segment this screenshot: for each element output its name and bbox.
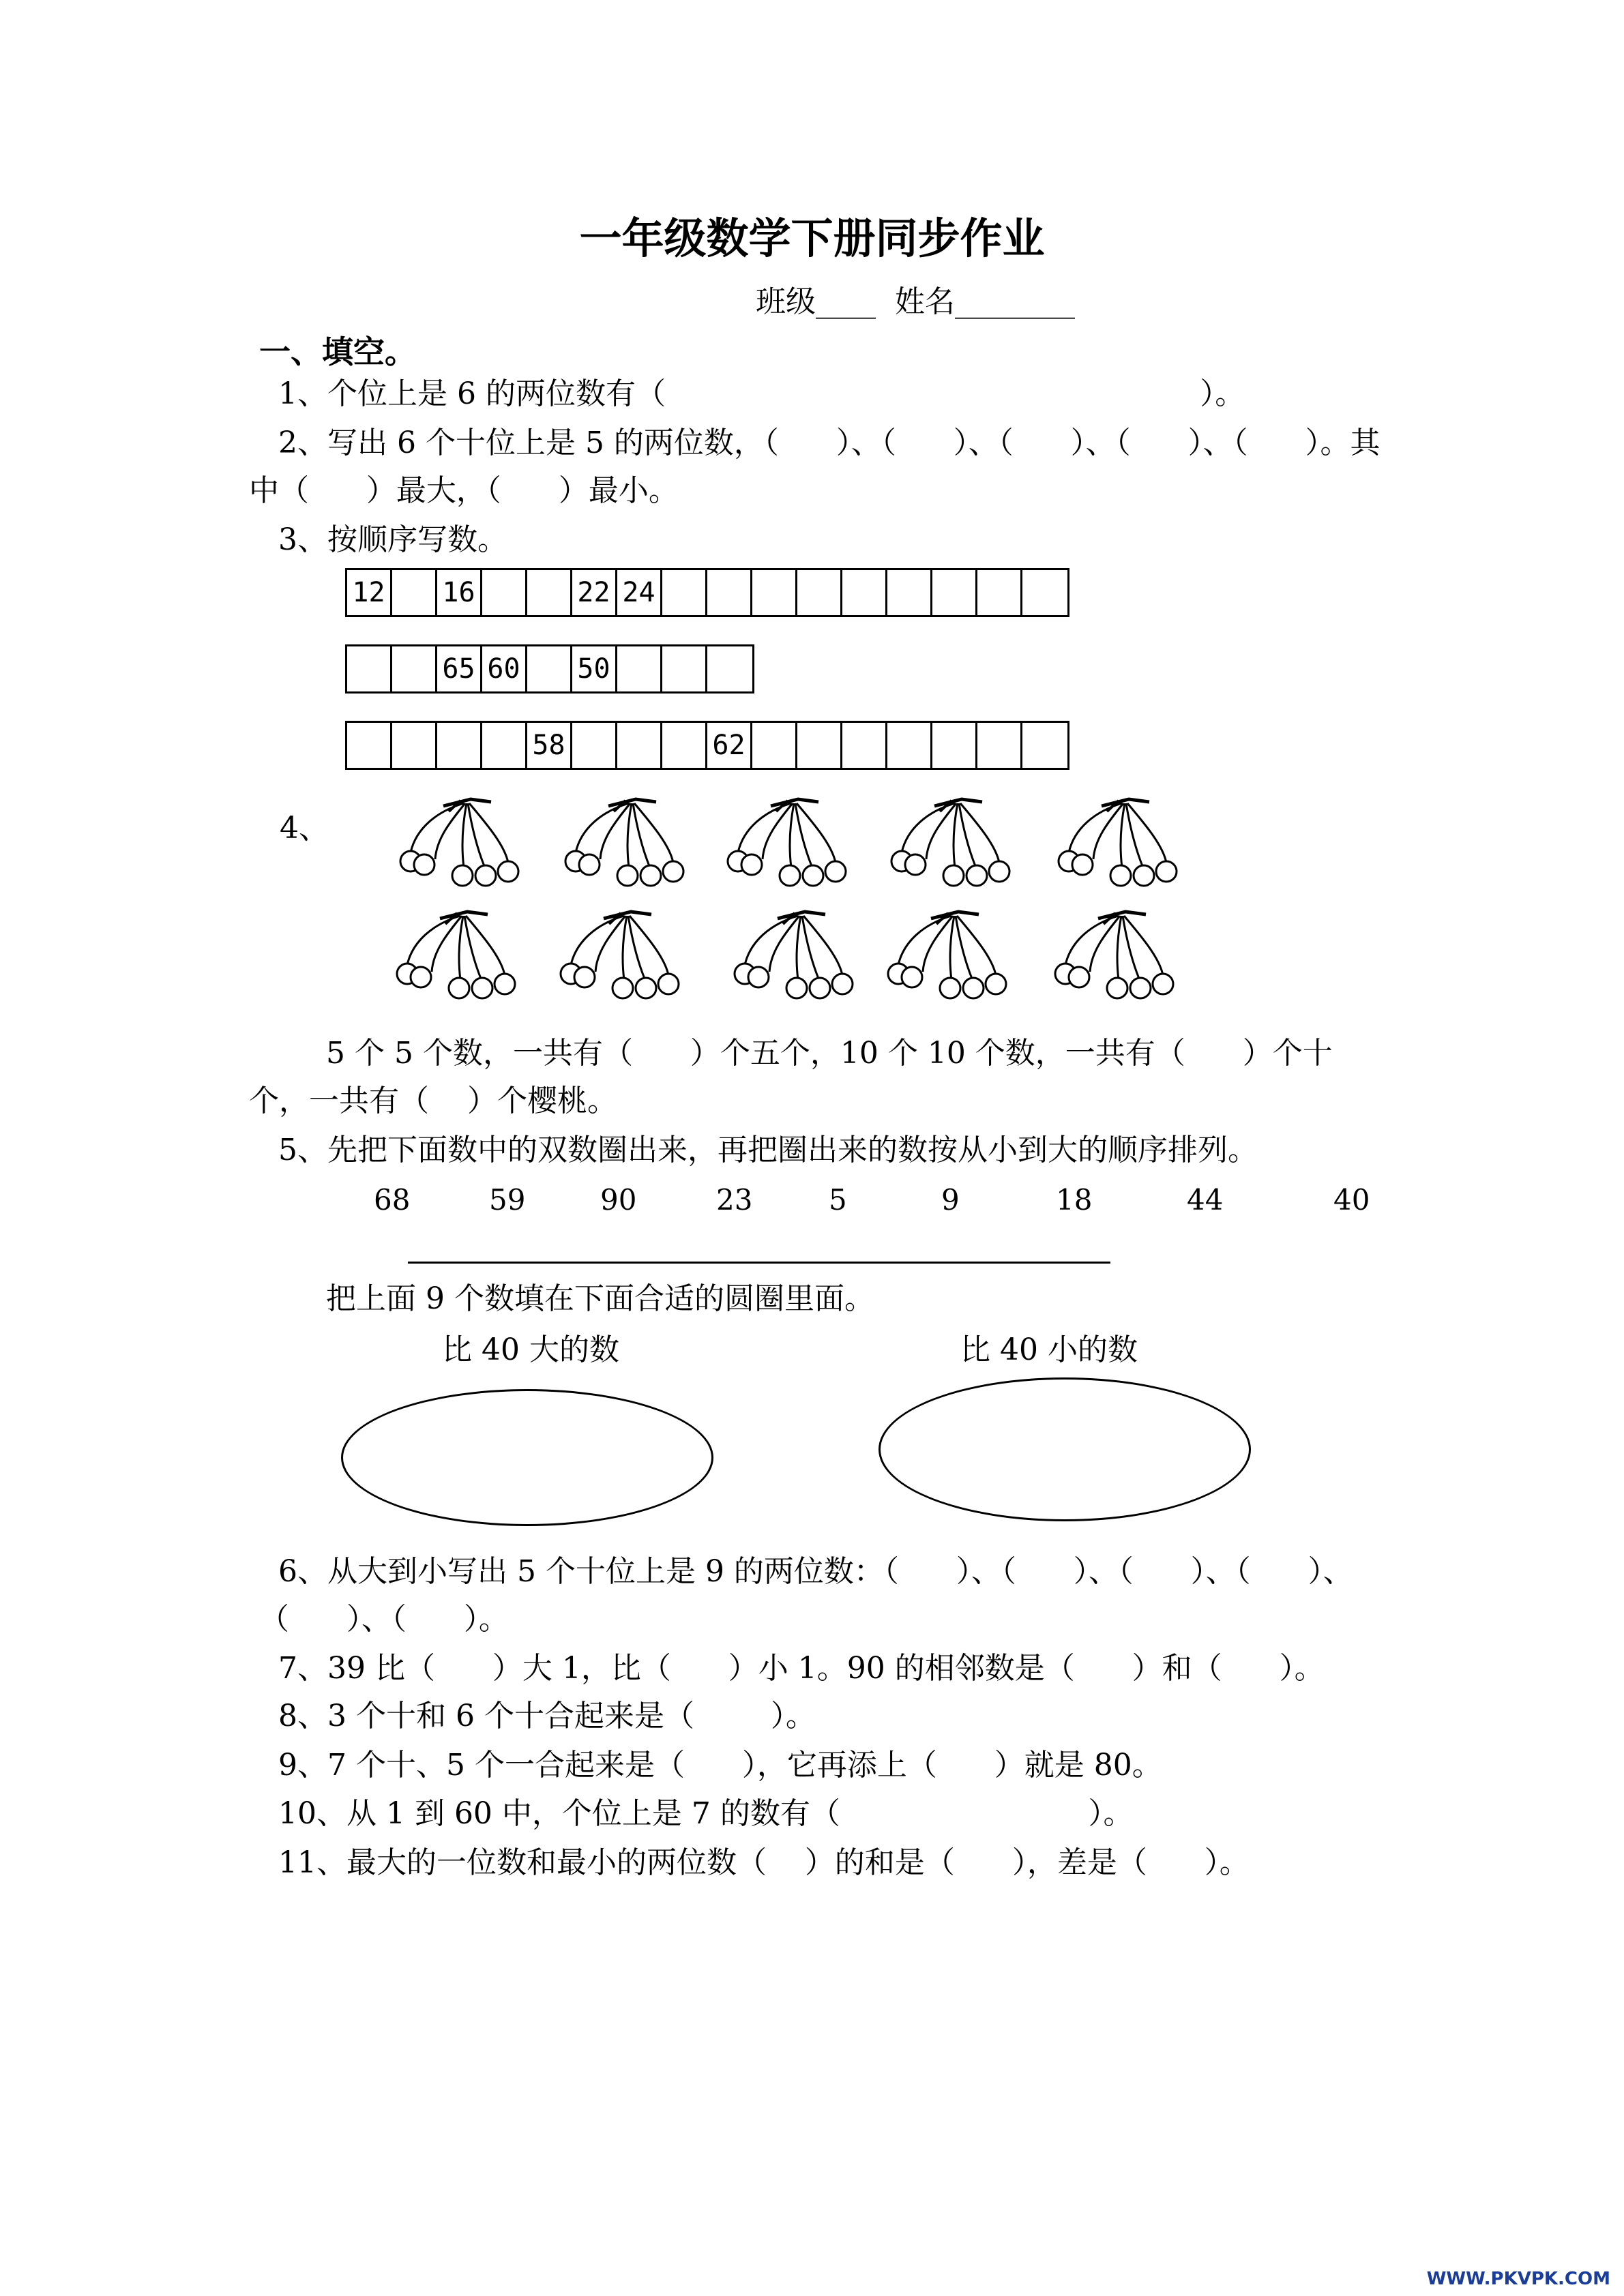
- question-2-line-1: 2、写出 6 个十位上是 5 的两位数，（ ）、（ ）、（ ）、（ ）、（ ）。其: [278, 426, 1381, 460]
- sequence-cell: 22: [572, 570, 617, 615]
- question-4-line-1: 5 个 5 个数，一共有（ ）个五个，10 个 10 个数，一共有（ ）个十: [326, 1036, 1333, 1071]
- sequence-cell: 62: [707, 723, 752, 768]
- sequence-cell: 12: [347, 570, 392, 615]
- number-item: 90: [600, 1183, 637, 1217]
- class-name-fields: 班级____ 姓名________: [756, 284, 1075, 319]
- cherry-bunch: [565, 799, 683, 886]
- cherry-bunch: [735, 912, 853, 998]
- sequence-cell: [527, 570, 572, 615]
- cherry-bunch: [400, 799, 518, 886]
- sequence-cell: [392, 646, 437, 691]
- sequence-cell: [1022, 570, 1067, 615]
- question-4-label: 4、: [280, 811, 329, 846]
- cherry-bunch: [891, 799, 1009, 886]
- answer-circle-greater: [341, 1389, 713, 1526]
- sequence-cell: 58: [527, 723, 572, 768]
- sequence-cell: [347, 646, 392, 691]
- sequence-cell: [482, 723, 527, 768]
- sequence-cell: 24: [617, 570, 662, 615]
- section-heading: 一、填空。: [259, 333, 416, 370]
- question-5-instruction: 把上面 9 个数填在下面合适的圆圈里面。: [326, 1281, 874, 1316]
- question-8: 8、3 个十和 6 个十合起来是（ ）。: [278, 1699, 816, 1733]
- question-10: 10、从 1 到 60 中，个位上是 7 的数有（ ）。: [278, 1796, 1134, 1831]
- sequence-cell: [617, 723, 662, 768]
- sequence-cell: [932, 723, 977, 768]
- question-6-line-2: （ ）、（ ）。: [259, 1602, 509, 1637]
- cherry-bunch: [1059, 799, 1177, 886]
- cherry-bunch: [561, 912, 679, 998]
- number-item: 18: [1056, 1183, 1093, 1217]
- sequence-cell: 50: [572, 646, 617, 691]
- answer-circle-less: [879, 1377, 1251, 1521]
- number-item: 68: [374, 1183, 411, 1217]
- footer-watermark: WWW.PKVPK.COM: [1426, 2269, 1610, 2289]
- question-11: 11、最大的一位数和最小的两位数（ ）的和是（ ），差是（ ）。: [278, 1845, 1250, 1880]
- cherries-illustration: [382, 791, 1269, 1016]
- sequence-cell: [797, 570, 842, 615]
- number-item: 40: [1333, 1183, 1370, 1217]
- sequence-cell: 16: [437, 570, 482, 615]
- sequence-cell: [752, 723, 797, 768]
- question-7: 7、39 比（ ）大 1，比（ ）小 1。90 的相邻数是（ ）和（ ）。: [278, 1651, 1325, 1686]
- number-item: 59: [489, 1183, 526, 1217]
- sequence-cell: 65: [437, 646, 482, 691]
- circle-label-greater: 比 40 大的数: [442, 1332, 619, 1367]
- cherry-bunch: [888, 912, 1006, 998]
- number-item: 44: [1187, 1183, 1224, 1217]
- sequence-cell: [842, 723, 887, 768]
- number-sequence-grid: [345, 568, 1069, 617]
- cherry-bunch: [1055, 912, 1173, 998]
- number-sequence-grid: [345, 644, 754, 694]
- page-title: 一年级数学下册同步作业: [579, 213, 1045, 263]
- sequence-cell: [662, 570, 707, 615]
- sequence-cell: [662, 646, 707, 691]
- number-item: 9: [941, 1183, 960, 1217]
- sequence-cell: [797, 723, 842, 768]
- sequence-cell: [707, 570, 752, 615]
- number-item: 5: [829, 1183, 847, 1217]
- cherry-bunch: [397, 912, 515, 998]
- number-sequence-grid: [345, 721, 1069, 770]
- sequence-cell: [437, 723, 482, 768]
- sequence-cell: [932, 570, 977, 615]
- question-5: 5、先把下面数中的双数圈出来，再把圈出来的数按从小到大的顺序排列。: [278, 1133, 1258, 1167]
- question-6-line-1: 6、从大到小写出 5 个十位上是 9 的两位数：（ ）、（ ）、（ ）、（ ）、: [278, 1554, 1353, 1589]
- question-9: 9、7 个十、5 个一合起来是（ ），它再添上（ ）就是 80。: [278, 1748, 1162, 1783]
- sequence-cell: [482, 570, 527, 615]
- question-1: 1、个位上是 6 的两位数有（ ）。: [278, 376, 1245, 411]
- sequence-cell: [977, 570, 1022, 615]
- cherry-bunch: [728, 799, 846, 886]
- sequence-cell: [887, 723, 932, 768]
- sequence-cell: [347, 723, 392, 768]
- sequence-cell: [572, 723, 617, 768]
- sequence-cell: [617, 646, 662, 691]
- sequence-cell: [887, 570, 932, 615]
- question-3: 3、按顺序写数。: [278, 522, 507, 557]
- sequence-cell: [1022, 723, 1067, 768]
- sequence-cell: [662, 723, 707, 768]
- question-2-line-2: 中（ ）最大，（ ）最小。: [249, 473, 679, 508]
- sequence-cell: [527, 646, 572, 691]
- answer-line: [408, 1262, 1110, 1264]
- sequence-cell: [392, 723, 437, 768]
- sequence-cell: 60: [482, 646, 527, 691]
- question-4-line-2: 个，一共有（ ）个樱桃。: [249, 1084, 617, 1118]
- sequence-cell: [977, 723, 1022, 768]
- circle-label-less: 比 40 小的数: [960, 1332, 1138, 1367]
- sequence-cell: [392, 570, 437, 615]
- number-item: 23: [716, 1183, 753, 1217]
- sequence-cell: [752, 570, 797, 615]
- sequence-cell: [707, 646, 752, 691]
- sequence-cell: [842, 570, 887, 615]
